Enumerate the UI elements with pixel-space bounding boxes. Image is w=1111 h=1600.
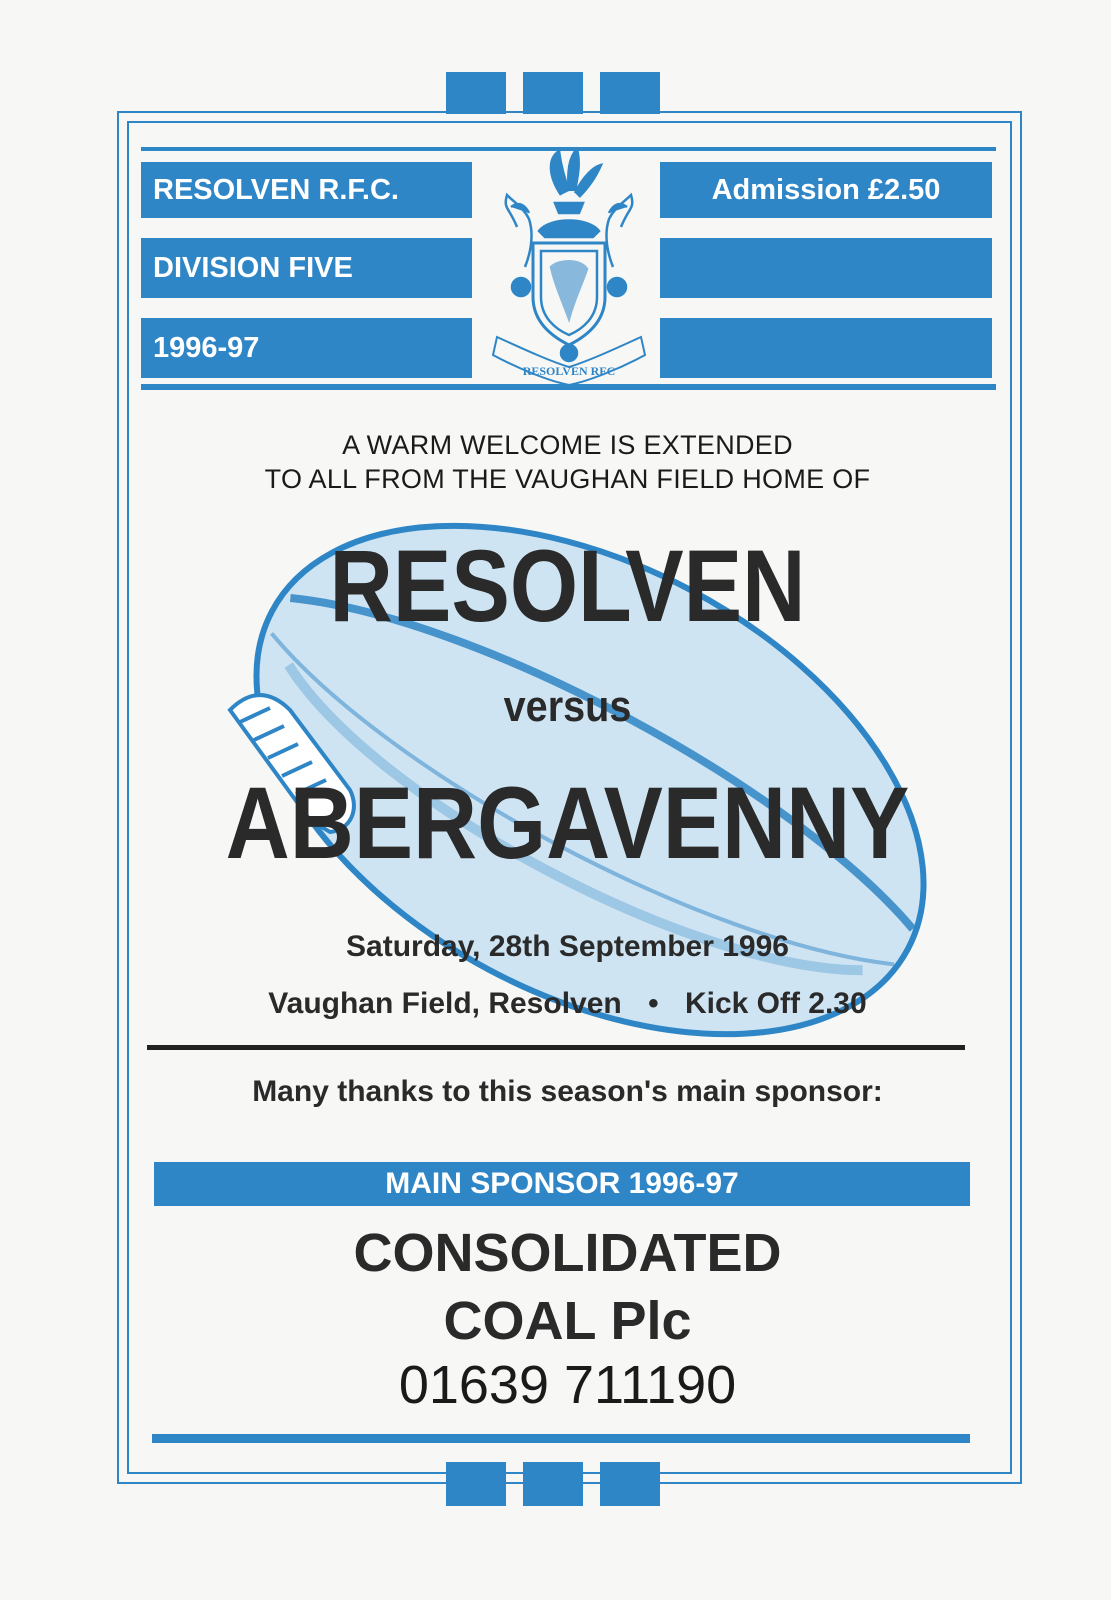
club-name-bar (141, 162, 472, 218)
sponsor-name-line-2: COAL Plc (443, 1291, 692, 1351)
bottom-blue-rule (152, 1434, 970, 1443)
division-bar (141, 238, 472, 298)
sponsor-thanks: Many thanks to this season's main sponsor: (252, 1075, 883, 1108)
match-date: Saturday, 28th September 1996 (346, 930, 789, 963)
right-blank-bar-2 (660, 318, 992, 378)
season-label: 1996-97 (153, 331, 260, 364)
venue: Vaughan Field, Resolven (268, 987, 622, 1020)
divider-rule (147, 1045, 965, 1050)
division-label: DIVISION FIVE (153, 251, 353, 284)
admission-bar (660, 162, 992, 218)
top-tab-right (600, 72, 660, 114)
versus-label: versus (503, 682, 632, 731)
welcome-line-1: A WARM WELCOME IS EXTENDED (342, 430, 793, 460)
home-team: RESOLVEN (329, 529, 806, 643)
top-tab-left (446, 72, 506, 114)
right-blank-bar-1 (660, 238, 992, 298)
separator-dot: • (648, 987, 659, 1020)
sponsor-name-line-1: CONSOLIDATED (353, 1223, 782, 1283)
kickoff-time: Kick Off 2.30 (684, 987, 867, 1020)
sponsor-phone: 01639 711190 (398, 1355, 737, 1415)
away-team: ABERGAVENNY (225, 766, 910, 880)
venue-line (130, 987, 1005, 1021)
club-name: RESOLVEN R.F.C. (153, 173, 399, 206)
season-bar (141, 318, 472, 378)
top-tab-center (523, 72, 583, 114)
main-sponsor-label: MAIN SPONSOR 1996-97 (385, 1167, 739, 1200)
admission-price: Admission £2.50 (711, 173, 941, 206)
main-sponsor-bar (154, 1162, 970, 1206)
crest-motto: RESOLVEN RFC (522, 364, 616, 378)
club-crest-icon (489, 147, 649, 387)
welcome-line-2: TO ALL FROM THE VAUGHAN FIELD HOME OF (264, 464, 871, 494)
